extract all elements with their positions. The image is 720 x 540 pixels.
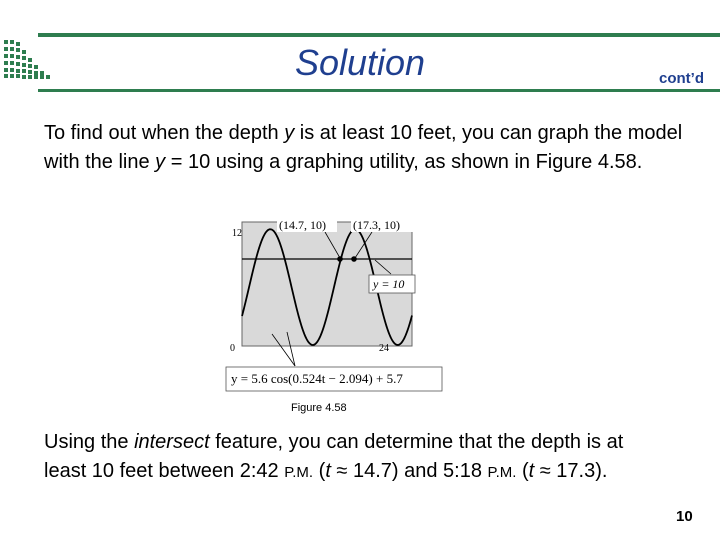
equation-label: y = 5.6 cos(0.524t − 2.094) + 5.7 xyxy=(231,371,403,386)
header-top-rule xyxy=(38,33,720,37)
x-max-label: 24 xyxy=(379,343,389,354)
header-bottom-rule xyxy=(38,89,720,92)
figure-caption: Figure 4.58 xyxy=(291,402,347,414)
intersection1-label: (14.7, 10) xyxy=(279,218,326,232)
slide-title: Solution xyxy=(294,42,426,83)
figure-4-58-graph xyxy=(225,214,450,396)
y-max-label: 12 xyxy=(232,228,242,239)
line-label: y = 10 xyxy=(373,277,405,291)
conclusion-paragraph: Using the intersect feature, you can determine that the depth is at least 10 feet between 2:42 P.M. (t ≈ 14.7) and 5:18 P.M. (t ≈ 17.3). xyxy=(44,431,624,482)
intro-paragraph: To find out when the depth y is at least 10 feet, you can graph the model with the line y = 10 using a graphing utility, as shown in Figure 4.58. xyxy=(44,122,683,173)
intersection-point-1 xyxy=(337,256,343,262)
origin-label: 0 xyxy=(230,343,235,354)
page-number: 10 xyxy=(676,508,693,525)
continued-label: cont’d xyxy=(659,70,704,87)
intersection2-label: (17.3, 10) xyxy=(353,218,400,232)
